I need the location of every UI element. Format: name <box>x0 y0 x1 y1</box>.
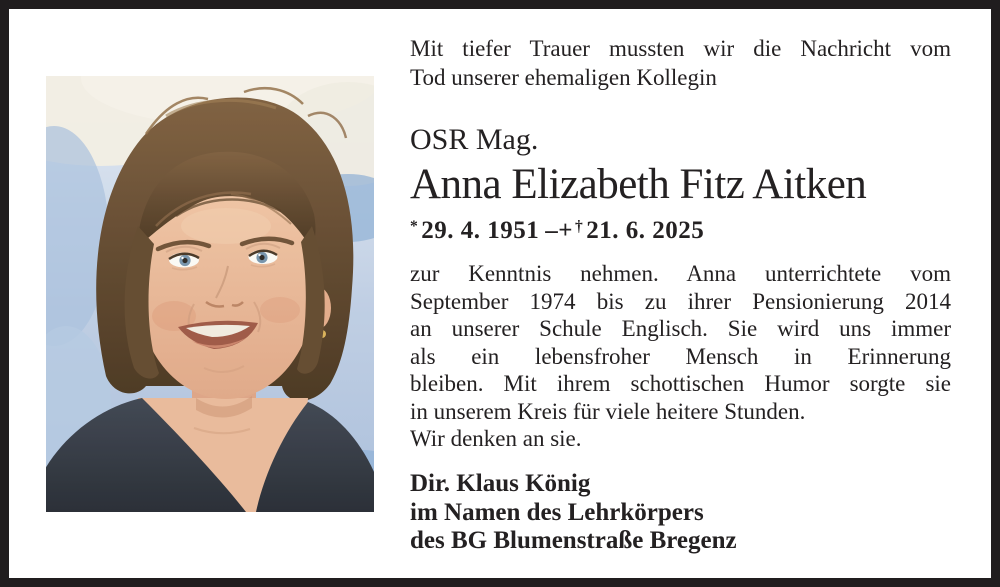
intro-paragraph <box>410 34 951 92</box>
intro-line: Tod unserer ehemaligen Kollegin <box>410 65 717 90</box>
portrait-photo <box>46 76 374 512</box>
deceased-name: Anna Elizabeth Fitz Aitken <box>410 161 867 208</box>
birth-star-symbol: * <box>410 218 419 235</box>
body-paragraph <box>410 260 951 453</box>
body-line: als ein lebensfroher Mensch in Erinnerung <box>410 343 951 369</box>
portrait-photo-illustration <box>46 76 374 512</box>
signature-line: des BG Blumenstraße Bregenz <box>410 527 737 554</box>
body-line: September 1974 bis zu ihrer Pensionierung 2014 <box>410 288 951 314</box>
body-line: in unserem Kreis für viele heitere Stunden. <box>410 398 806 424</box>
title-prefix: OSR Mag. <box>410 123 539 156</box>
death-cross-symbol: † <box>575 218 584 235</box>
signature-line: Dir. Klaus König <box>410 470 591 497</box>
body-line: bleiben. Mit ihrem schottischen Humor sorgte sie <box>410 371 951 396</box>
life-dates <box>410 213 951 245</box>
death-date: 21. 6. 2025 <box>586 217 705 244</box>
date-separator: –+ <box>545 217 573 244</box>
signature-block <box>410 470 951 556</box>
birth-date: 29. 4. 1951 <box>421 217 540 244</box>
body-line: Wir denken an sie. <box>410 426 582 451</box>
signature-line: im Namen des Lehrkörpers <box>410 498 704 526</box>
body-line: zur Kenntnis nehmen. Anna unterrichtete vom <box>410 261 951 286</box>
intro-line: Mit tiefer Trauer mussten wir die Nachricht vom <box>410 36 951 61</box>
body-line: an unserer Schule Englisch. Sie wird uns immer <box>410 316 951 341</box>
